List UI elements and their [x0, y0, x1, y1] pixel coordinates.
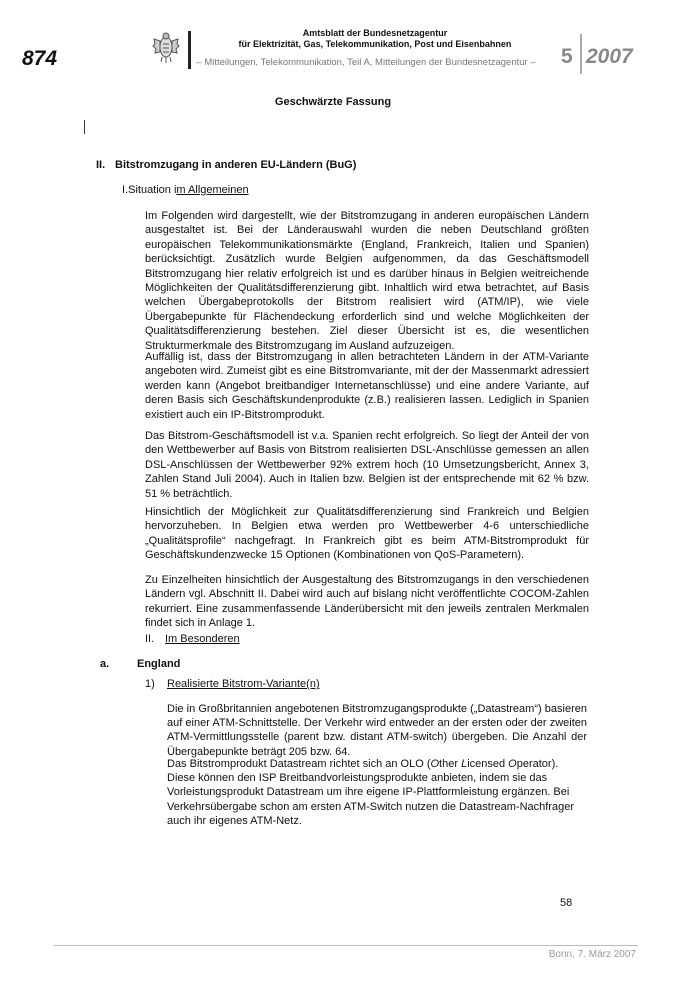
subsection-2-number: II. [145, 633, 155, 645]
country-letter: a. [100, 658, 110, 670]
footer-page-number: 58 [560, 897, 573, 909]
item-1-number: 1) [145, 678, 155, 690]
item-1-para2-text-a: Das Bitstromprodukt Datastream richtet sich an OLO ( [167, 758, 431, 770]
redaction-label: Geschwärzte Fassung [274, 96, 392, 108]
paragraph-5: Zu Einzelheiten hinsichtlich der Ausgestaltung des Bitstromzugangs in den verschiedenen Ländern vgl. Abschnitt II. Dabei wird auch auf bislang nicht veröffentlichte COCOM-Zahlen rekurriert. Eine zusammenfassende Länderübersicht mit den jeweils zentralen Merkmalen findet sich in Anlage 1. [145, 574, 589, 630]
subsection-1-prefix: I.Situation i [122, 184, 177, 196]
footer-place-date: Bonn, 7. März 2007 [548, 949, 636, 960]
header-issue-year: 2007 [586, 45, 633, 68]
item-1-para2-italic-o: O [430, 758, 440, 770]
footer-rule [54, 945, 638, 946]
header-line-2: für Elektrizität, Gas, Telekommunikation, Post und Eisenbahnen [238, 39, 512, 49]
item-1-paragraph-1: Die in Großbritannien angebotenen Bitstromzugangsprodukte („Datastream“) basieren auf einer ATM-Schnittstelle. Der Verkehr wird entweder an der ersten oder der zweiten ATM-Vermittlungsstelle (parent bzw. distant ATM-switch) übergeben. Die Anzahl der Übergabepunkte beträgt 205 bzw. 64. [167, 703, 587, 758]
item-1-para2-text-c: icensed [467, 758, 509, 770]
subsection-2-title: Im Besonderen [165, 633, 240, 645]
header-divider [188, 31, 191, 69]
country-title: England [137, 658, 181, 670]
header-line-3: – Mitteilungen, Telekommunikation, Teil A, Mitteilungen der Bundesnetzagentur – [196, 57, 536, 68]
header-issue-divider [580, 34, 582, 74]
subsection-1-underlined: m Allgemeinen [176, 184, 249, 196]
header-page-number: 874 [22, 47, 58, 70]
item-1-para2-text-b: ther [439, 758, 462, 770]
item-1-title: Realisierte Bitstrom-Variante(n) [167, 678, 320, 690]
section-title: Bitstromzugang in anderen EU-Ländern (BuG) [115, 159, 357, 171]
item-1-para2-italic-l: L [461, 758, 468, 770]
subsection-1-heading [122, 184, 249, 196]
change-marker [84, 120, 85, 134]
paragraph-2: Auffällig ist, dass der Bitstromzugang in allen betrachteten Ländern in der ATM-Variante angeboten wird. Zumeist gibt es eine Bitstromvariante, mit der der Massenmarkt adressiert werden kann (Angebot breitbandiger Internetanschlüsse) und eine andere Variante, auf deren Basis sich Geschäftskundenprodukte (z.B.) realisieren lassen. Lediglich in Spanien existiert auch ein IP-Bitstromprodukt. [145, 351, 589, 421]
paragraph-1: Im Folgenden wird dargestellt, wie der Bitstromzugang in anderen europäischen Ländern ausgestaltet ist. Bei der Länderauswahl wurden die neben Deutschland größten europäischen Telekommunikationsmärkte (England, Frankreich, Italien und Spanien) berücksichtigt. Zusätzlich wurde Belgien aufgenommen, da das Geschäftsmodell Bitstromzugang hier relativ erfolgreich ist und es darüber hinaus in Belgien weitreichende Möglichkeiten der Qualitätsdifferenzierung gibt. Inhaltlich wird etwa betrachtet, auf Basis welchen Übergabeprotokolls der Bitstrom realisiert wird (ATM/IP), wie viele Übergabepunkte für Flächendeckung erforderlich sind und welche Möglichkeiten der Qualitätsdifferenzierung bestehen. Ziel dieser Übersicht ist es, die wesentlichen Strukturmerkmale des Bitstromzugang im Ausland aufzuzeigen. [145, 210, 589, 352]
item-1-para2-text-d: perator). Diese können den ISP Breitbandvorleistungsprodukte anbieten, indem sie das Vorleistungsprodukt Datastream um ihre eigene IP-Plattformleistung ergänzen. Bei Verkehrsübergabe schon am ersten ATM-Switch nutzen die Datastream-Nachfrager auch ihr eigenes ATM-Netz. [167, 758, 574, 827]
item-1-para2-italic-o2: O [508, 758, 517, 770]
paragraph-3: Das Bitstrom-Geschäftsmodell ist v.a. Spanien recht erfolgreich. So liegt der Anteil der von den Wettbewerber auf Basis von Bitstrom realisierten DSL-Anschlüsse gemessen an allen DSL-Anschlüssen der Wettbewerber 92% extrem hoch (10 Umsetzungsbericht, Annex 3, Zahlen Stand Juli 2004). Auch in Italien bzw. Belgien ist der entsprechende mit 62 % bzw. 51 % beträchtlich. [145, 430, 589, 500]
paragraph-4: Hinsichtlich der Möglichkeit zur Qualitätsdifferenzierung sind Frankreich und Belgien hervorzuheben. In Belgien etwa werden pro Wettbewerber 4-6 unterschiedliche „Qualitätsprofile“ nachgefragt. In Frankreich gibt es beim ATM-Bitstromprodukt für Geschäftskundenzwecke 15 Optionen (Kombinationen von QoS-Parametern). [145, 506, 589, 562]
item-1-paragraph-2 [167, 757, 587, 828]
federal-eagle-icon [152, 30, 180, 64]
header-line-1: Amtsblatt der Bundesnetzagentur [302, 28, 448, 38]
section-number: II. [96, 159, 106, 171]
header-issue-number: 5 [561, 45, 573, 68]
